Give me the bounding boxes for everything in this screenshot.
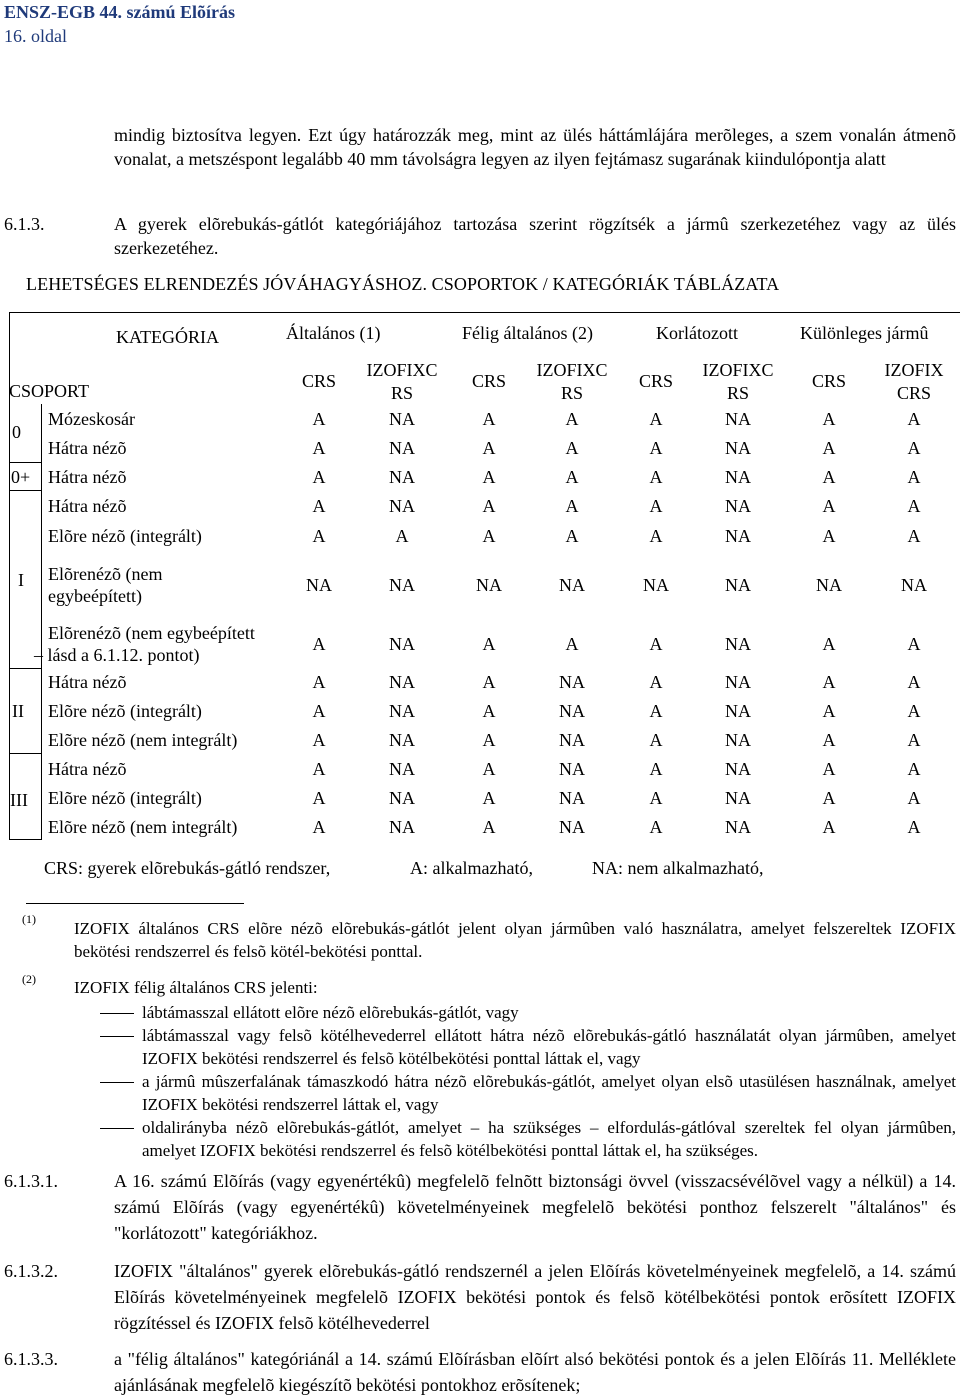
table-cell: A — [822, 730, 836, 750]
list-dash — [100, 1082, 134, 1083]
table-cell: NA — [559, 575, 585, 595]
section-number: 6.1.3.1. — [4, 1171, 58, 1191]
table-cell: A — [822, 788, 836, 808]
table-cell: NA — [725, 526, 751, 546]
row-label: Hátra nézõ — [48, 496, 127, 516]
table-cell: A — [649, 817, 663, 837]
table-cell: A — [822, 409, 836, 429]
table-cell: A — [907, 759, 921, 779]
sub-column-header: CRS — [638, 371, 674, 391]
row-label: Mózeskosár — [48, 409, 135, 429]
table-cell: A — [649, 788, 663, 808]
sub-column-header: RS — [390, 383, 414, 403]
table-cell: NA — [725, 788, 751, 808]
table-cell: NA — [725, 730, 751, 750]
group-divider — [41, 404, 42, 840]
table-cell: A — [312, 672, 326, 692]
group-label: 0 — [12, 422, 21, 442]
table-cell: NA — [725, 438, 751, 458]
table-cell: A — [482, 817, 496, 837]
table-cell: A — [482, 730, 496, 750]
table-cell: NA — [901, 575, 927, 595]
page-header — [4, 0, 235, 48]
table-cell: NA — [725, 759, 751, 779]
table-cell: A — [907, 730, 921, 750]
section-number: 6.1.3.3. — [4, 1349, 58, 1369]
table-cell: NA — [389, 634, 415, 654]
sub-column-header: IZOFIXC — [366, 360, 438, 380]
table-cell: NA — [643, 575, 669, 595]
row-header-csoport: CSOPORT — [9, 381, 89, 401]
table-cell: NA — [389, 701, 415, 721]
table-border-top — [9, 312, 960, 313]
section-text: A gyerek elõrebukás-gátlót kategóriájához tartozása szerint rögzítsék a jármû szerkezetéhez vagy az ülés szerkezetéhez. — [114, 214, 956, 258]
group-label: I — [18, 570, 24, 590]
sub-column-header: CRS — [896, 383, 932, 403]
table-cell: A — [482, 438, 496, 458]
table-cell: A — [907, 672, 921, 692]
section-text: A 16. számú Elõírás (vagy egyenértékû) megfelelõ felnõtt biztonsági övvel (visszacsévélõvel vagy a nélkül) a 14. számú Elõírás (vagy egyenértékû) követelményeinek megfelelõ bekötési ponthoz felszerelt "általános" és "korlátozott" kategóriákhoz. — [114, 1171, 956, 1243]
table-cell: NA — [559, 730, 585, 750]
table-cell: A — [907, 438, 921, 458]
table-cell: A — [907, 701, 921, 721]
legend-crs: CRS: gyerek elõrebukás-gátló rendszer, — [44, 858, 331, 878]
table-cell: A — [822, 701, 836, 721]
row-label: Elõre nézõ (nem integrált) — [48, 730, 238, 750]
table-cell: A — [482, 701, 496, 721]
intro-paragraph: mindig biztosítva legyen. Ezt úgy határozzák meg, mint az ülés háttámlájára merõleges, a szem vonalán átmenõ vonalat, a metszéspont legalább 40 mm távolságra legyen az ilyen fejtámasz sugarának kiindulópontja alatt — [114, 125, 956, 169]
table-cell: A — [822, 438, 836, 458]
table-cell: A — [822, 672, 836, 692]
table-rule-rule-0 — [9, 462, 41, 463]
document-title: ENSZ-EGB 44. számú Elõírás — [4, 2, 236, 22]
table-cell: A — [822, 526, 836, 546]
groups-categories-table — [0, 312, 960, 840]
table-cell: A — [907, 634, 921, 654]
table-cell: A — [482, 634, 496, 654]
table-cell: A — [565, 634, 579, 654]
table-cell: NA — [725, 467, 751, 487]
table-cell: A — [312, 817, 326, 837]
table-cell: NA — [725, 701, 751, 721]
table-cell: A — [482, 672, 496, 692]
table-cell: A — [395, 526, 409, 546]
sub-column-header: IZOFIXC — [702, 360, 774, 380]
table-cell: A — [822, 634, 836, 654]
table-rule-rule-0plus — [9, 490, 41, 491]
list-dash — [100, 1036, 134, 1037]
table-cell: A — [482, 467, 496, 487]
table-cell: NA — [306, 575, 332, 595]
sub-column-header: CRS — [471, 371, 507, 391]
table-cell: A — [312, 467, 326, 487]
table-cell: NA — [389, 730, 415, 750]
section-number: 6.1.3. — [4, 214, 45, 234]
table-cell: A — [312, 526, 326, 546]
table-cell: NA — [389, 438, 415, 458]
page-number: 16. oldal — [4, 26, 67, 46]
category-header: Korlátozott — [656, 323, 738, 343]
section-number: 6.1.3.2. — [4, 1261, 58, 1281]
table-cell: A — [482, 409, 496, 429]
table-cell: A — [822, 759, 836, 779]
table-cell: NA — [476, 575, 502, 595]
sub-column-header: CRS — [301, 371, 337, 391]
column-header-kategoria: KATEGÓRIA — [116, 327, 219, 347]
section-text: a "félig általános" kategóriánál a 14. számú Elõírásban elõírt alsó bekötési pontok és a jelen Elõírás 11. Melléklete ajánlásának megfelelõ kiegészítõ bekötési pontokhoz erõsítenek; — [114, 1349, 956, 1395]
list-dash — [100, 1128, 134, 1129]
table-cell: A — [907, 526, 921, 546]
footnote-text: IZOFIX félig általános CRS jelenti: — [74, 978, 318, 997]
table-cell: NA — [389, 788, 415, 808]
row-label: Elõre nézõ (integrált) — [48, 701, 202, 721]
table-cell: A — [649, 634, 663, 654]
table-cell: A — [482, 496, 496, 516]
table-rule-rule-1 — [9, 668, 41, 669]
table-cell: A — [482, 788, 496, 808]
table-border-bottom — [9, 839, 41, 840]
row-label: Elõre nézõ (integrált) — [48, 526, 202, 546]
table-cell: A — [312, 759, 326, 779]
table-cell: A — [649, 672, 663, 692]
footnote-list-item: oldalirányba nézõ elõrebukás-gátlót, amelyet – ha szükséges – elfordulás-gátlóval szereltek fel olyan jármûben, amelyet IZOFIX bekötési rendszerrel és felsõ kötélbekötési ponttal láttak el, ha szükséges. — [142, 1118, 956, 1160]
table-cell: A — [649, 526, 663, 546]
footnote-list-item: lábtámasszal ellátott elõre nézõ elõrebukás-gátlót, vagy — [142, 1003, 519, 1022]
group-label: II — [12, 701, 24, 721]
row-label: Hátra nézõ — [48, 467, 127, 487]
table-cell: NA — [389, 759, 415, 779]
table-cell: NA — [389, 817, 415, 837]
sub-column-header: IZOFIX — [884, 360, 944, 380]
footnote-text: IZOFIX általános CRS elõre nézõ elõrebukás-gátlót jelent olyan jármûben való használatra, amelyet felszereltek IZOFIX bekötési rendszerrel és felsõ kötél-bekötési ponttal. — [74, 919, 956, 961]
section-text: IZOFIX "általános" gyerek elõrebukás-gátló rendszernél a jelen Elõírás követelményeinek megfelelõ, a 14. számú Elõírás követelményeinek megfelelõ IZOFIX bekötési pontok és felsõ kötélbekötési pontok erõsített IZOFIX rögzítéssel és IZOFIX felsõ kötélhevederrel — [114, 1261, 956, 1333]
row-label: Hátra nézõ — [48, 672, 127, 692]
table-cell: NA — [559, 817, 585, 837]
table-cell: NA — [725, 496, 751, 516]
table-cell: A — [312, 409, 326, 429]
row-label: Hátra nézõ — [48, 438, 127, 458]
table-cell: A — [907, 788, 921, 808]
table-cell: A — [822, 467, 836, 487]
sub-column-header: RS — [560, 383, 584, 403]
row-label: Elõre nézõ (integrált) — [48, 788, 202, 808]
footnote-list-item: lábtámasszal vagy felsõ kötélhevederrel ellátott hátra nézõ elõrebukás-gátló használatát olyan jármûben, amelyet IZOFIX bekötési rendszerrel és felsõ kötélbekötési ponttal láttak el, vagy — [142, 1026, 956, 1068]
list-dash — [100, 1013, 134, 1014]
table-cell: A — [822, 496, 836, 516]
table-cell: NA — [725, 817, 751, 837]
footnote-marker: (1) — [22, 912, 36, 926]
table-cell: A — [312, 438, 326, 458]
group-label: 0+ — [11, 467, 31, 487]
footnote-list-item: a jármû mûszerfalának támaszkodó hátra nézõ elõrebukás-gátlót, amelyet olyan elsõ utasülésen használnak, amelyet IZOFIX bekötési rendszerrel láttak el, vagy — [142, 1072, 956, 1114]
table-cell: A — [649, 759, 663, 779]
group-label: III — [10, 790, 28, 810]
table-cell: NA — [389, 496, 415, 516]
table-cell: A — [907, 409, 921, 429]
sub-column-header: RS — [726, 383, 750, 403]
table-cell: A — [482, 759, 496, 779]
category-header: Félig általános (2) — [462, 323, 593, 343]
table-cell: NA — [389, 409, 415, 429]
row-label: – lásd a 6.1.12. pontot) — [34, 645, 200, 665]
table-cell: A — [312, 634, 326, 654]
sub-column-header: IZOFIXC — [536, 360, 608, 380]
table-cell: NA — [725, 575, 751, 595]
row-label: egybeépített) — [48, 586, 142, 606]
table-cell: A — [649, 701, 663, 721]
table-cell: A — [907, 496, 921, 516]
table-heading: LEHETSÉGES ELRENDEZÉS JÓVÁHAGYÁSHOZ. CSOPORTOK / KATEGÓRIÁK TÁBLÁZATA — [26, 274, 780, 294]
table-cell: NA — [816, 575, 842, 595]
table-cell: NA — [389, 575, 415, 595]
table-cell: A — [649, 467, 663, 487]
table-cell: A — [565, 409, 579, 429]
table-cell: A — [649, 730, 663, 750]
row-label: Elõrenézõ (nem — [48, 564, 163, 584]
table-cell: NA — [725, 672, 751, 692]
table-cell: A — [649, 496, 663, 516]
table-cell: A — [649, 438, 663, 458]
table-cell: NA — [725, 634, 751, 654]
table-rule-rule-2 — [9, 753, 41, 754]
table-cell: A — [482, 526, 496, 546]
table-cell: A — [907, 467, 921, 487]
legend-na: NA: nem alkalmazható, — [592, 858, 764, 878]
table-cell: NA — [559, 672, 585, 692]
table-cell: A — [312, 730, 326, 750]
table-cell: A — [907, 817, 921, 837]
category-header: Különleges jármû — [800, 323, 929, 343]
table-cell: A — [312, 496, 326, 516]
row-label: Hátra nézõ — [48, 759, 127, 779]
table-cell: NA — [725, 409, 751, 429]
table-cell: NA — [559, 701, 585, 721]
table-cell: A — [649, 409, 663, 429]
table-cell: A — [565, 438, 579, 458]
table-cell: A — [565, 467, 579, 487]
table-cell: A — [312, 701, 326, 721]
footnote-separator — [26, 903, 244, 904]
row-label: Elõrenézõ (nem egybeépített — [48, 623, 255, 643]
table-cell: A — [312, 788, 326, 808]
sub-column-header: CRS — [811, 371, 847, 391]
table-cell: A — [822, 817, 836, 837]
table-cell: NA — [389, 672, 415, 692]
footnote-marker: (2) — [22, 972, 36, 986]
table-cell: NA — [389, 467, 415, 487]
category-header: Általános (1) — [286, 323, 381, 343]
table-cell: A — [565, 526, 579, 546]
legend-a: A: alkalmazható, — [410, 858, 533, 878]
table-cell: A — [565, 496, 579, 516]
row-label: Elõre nézõ (nem integrált) — [48, 817, 238, 837]
table-cell: NA — [559, 759, 585, 779]
table-cell: NA — [559, 788, 585, 808]
